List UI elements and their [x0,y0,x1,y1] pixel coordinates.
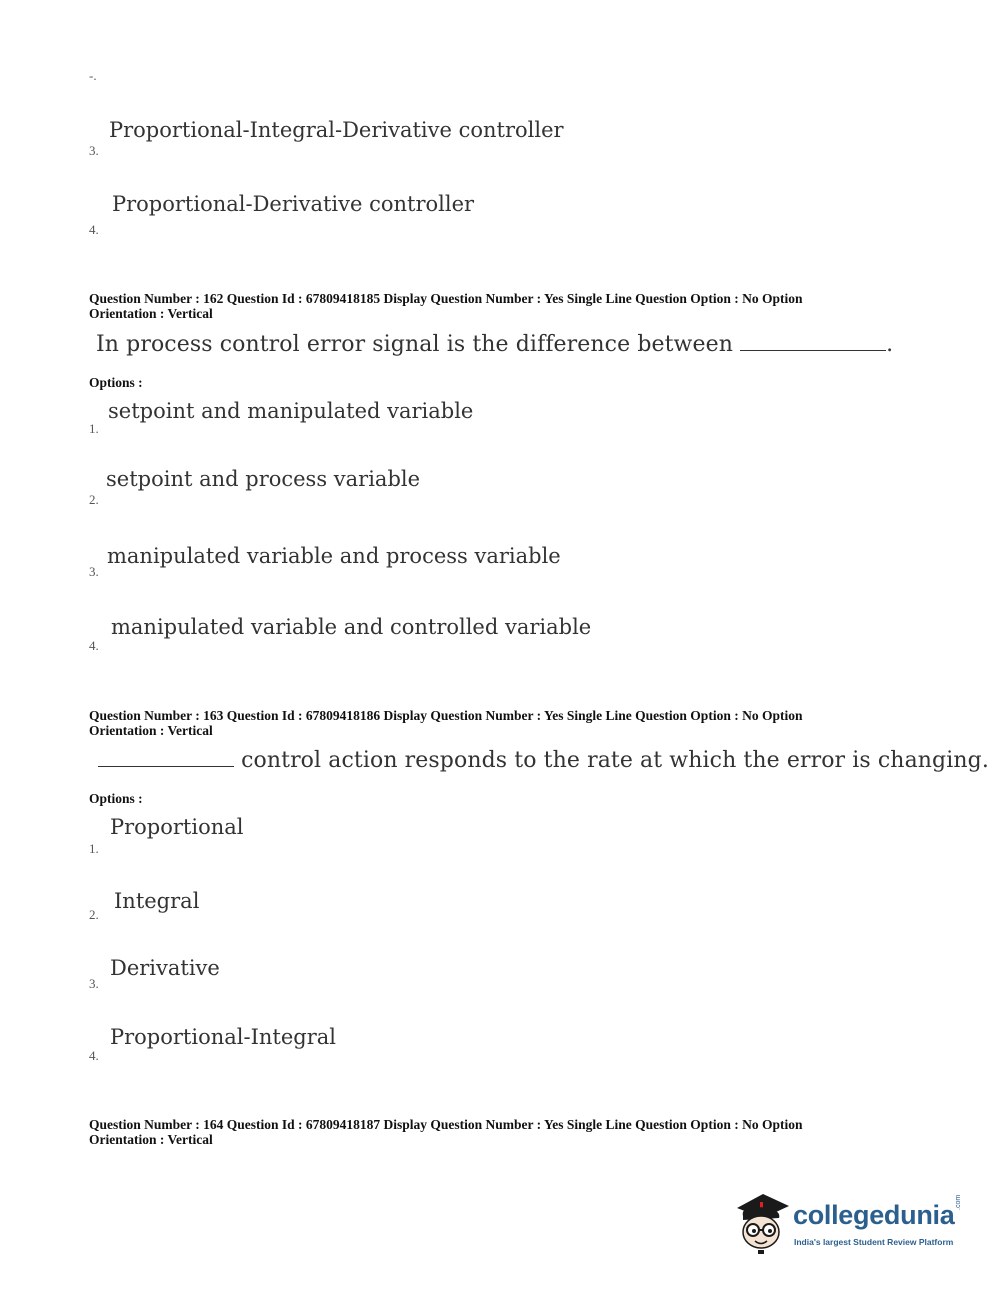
question-162-option-1-text: setpoint and manipulated variable [108,399,474,423]
question-163-option-4-text: Proportional-Integral [110,1025,336,1049]
question-162-text [96,330,893,357]
logo-suffix: .com [955,1194,962,1210]
question-163-meta [89,708,889,738]
question-162-option-3-text: manipulated variable and process variable [107,544,561,568]
question-162-meta-line1: Question Number : 162 Question Id : 67809418185 Display Question Number : Yes Single Line Question Option : No Option [89,291,803,306]
question-163-option-3-text: Derivative [110,956,220,980]
question-163-option-1-text: Proportional [110,815,244,839]
question-163-option-2-text: Integral [114,889,200,913]
logo-name [793,1200,954,1231]
prev-option-4-text: Proportional-Derivative controller [112,192,475,216]
question-164-meta-line1: Question Number : 164 Question Id : 67809418187 Display Question Number : Yes Single Line Question Option : No Option [89,1117,803,1132]
question-163-meta-line2: Orientation : Vertical [89,723,213,738]
question-163-options-label: Options : [89,791,143,806]
question-162-option-1-number: 1. [89,421,99,436]
question-162-option-2-text: setpoint and process variable [106,467,421,491]
question-163-option-4-number: 4. [89,1048,99,1063]
question-162-option-4-number: 4. [89,638,99,653]
question-164-meta [89,1117,889,1147]
answer-blank [98,746,234,767]
question-162-option-2-number: 2. [89,492,99,507]
question-162-options-label: Options : [89,375,143,390]
question-163-option-3-number: 3. [89,976,99,991]
logo-tagline: India's largest Student Review Platform [794,1237,954,1247]
question-162-text-end: . [886,332,894,357]
question-162-meta-line2: Orientation : Vertical [89,306,213,321]
prev-option-3-text: Proportional-Integral-Derivative controller [109,118,564,142]
prev-option-4-number: 4. [89,222,99,237]
question-162-option-3-number: 3. [89,564,99,579]
logo-name-text: collegedunia [793,1200,955,1230]
collegedunia-logo [733,1188,973,1258]
question-163-option-1-number: 1. [89,841,99,856]
prev-option-3-number: 3. [89,143,99,158]
question-163-text [98,746,989,773]
page-fragment: -. [89,68,97,83]
question-162-text-main: In process control error signal is the difference between [96,332,733,357]
question-163-meta-line1: Question Number : 163 Question Id : 67809418186 Display Question Number : Yes Single Line Question Option : No Option [89,708,803,723]
question-164-meta-line2: Orientation : Vertical [89,1132,213,1147]
mascot-icon [733,1188,793,1258]
question-162-option-4-text: manipulated variable and controlled variable [111,615,592,639]
answer-blank [740,330,886,351]
question-163-option-2-number: 2. [89,907,99,922]
question-162-meta [89,291,889,321]
question-163-text-main: control action responds to the rate at which the error is changing. [241,748,989,773]
